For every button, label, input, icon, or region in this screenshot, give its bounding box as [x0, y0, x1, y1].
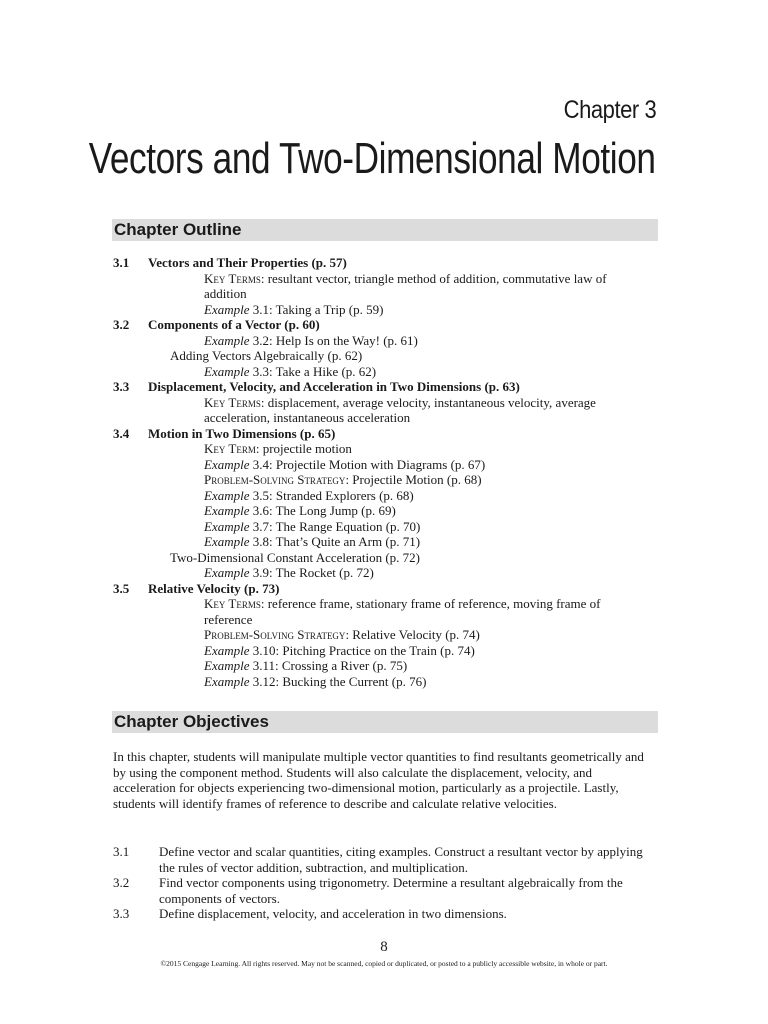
outline-example [113, 488, 673, 504]
key-terms-label: Key Terms [204, 270, 261, 286]
key-terms-label: Key Terms [204, 394, 261, 410]
outline-key-terms [113, 395, 644, 426]
example-text: 3.9: The Rocket (p. 72) [249, 565, 374, 580]
objective-text: Define vector and scalar quantities, citing examples. Construct a resultant vector by applying the rules of vector addition, subtraction, and multiplication. [159, 844, 643, 875]
outline-example [113, 503, 673, 519]
objective-number: 3.3 [113, 906, 130, 921]
example-label: Example [204, 503, 250, 518]
outline-example [113, 534, 673, 550]
outline-key-terms [113, 271, 644, 302]
key-term-label: Key Term [204, 441, 256, 456]
example-text: 3.12: Bucking the Current (p. 76) [249, 673, 427, 689]
section-title: Vectors and Their Properties (p. 57) [148, 255, 347, 270]
example-text: 3.11: Crossing a River (p. 75) [249, 658, 408, 673]
outline-subsection [113, 550, 673, 566]
page-number: 8 [380, 939, 388, 955]
example-label: Example [204, 534, 250, 549]
outline-example [113, 333, 673, 349]
example-label: Example [204, 642, 250, 658]
objective-number: 3.1 [113, 844, 130, 859]
example-label: Example [204, 658, 250, 673]
example-label: Example [204, 332, 250, 348]
outline-section [113, 379, 673, 395]
outline-example [113, 519, 673, 535]
outline-strategy [113, 627, 673, 643]
objectives-list [113, 844, 658, 922]
example-text: 3.3: Take a Hike (p. 62) [249, 363, 377, 379]
section-title: Components of a Vector (p. 60) [148, 317, 320, 332]
example-label: Example [204, 363, 250, 379]
example-text: 3.10: Pitching Practice on the Train (p. 74) [249, 642, 475, 658]
example-text: 3.7: The Range Equation (p. 70) [249, 518, 421, 534]
example-label: Example [204, 456, 250, 472]
outline-example [113, 674, 673, 690]
key-terms-label: Key Terms [204, 596, 261, 611]
example-label: Example [204, 301, 250, 317]
example-label: Example [204, 518, 250, 534]
outline-example [113, 364, 673, 380]
outline-heading: Chapter Outline [112, 219, 658, 241]
section-number: 3.2 [113, 317, 130, 332]
section-number: 3.4 [113, 425, 130, 441]
objectives-intro: In this chapter, students will manipulate multiple vector quantities to find resultants geometrically and by using the component method. Students will also calculate the displacement, velocity, and acceleration for objects experiencing two-dimensional motion, particularly as a projectile. Lastly, students will identify frames of reference to describe and calculate relative velocities. [113, 749, 644, 811]
copyright-notice: ©2015 Cengage Learning. All rights reserved. May not be scanned, copied or duplicated, or posted to a publicly accessible website, in whole or part. [160, 959, 608, 968]
chapter-outline [113, 255, 673, 689]
example-label: Example [204, 673, 250, 689]
section-number: 3.1 [113, 255, 130, 270]
example-label: Example [204, 565, 250, 580]
outline-strategy [113, 472, 673, 488]
key-terms-text: : resultant vector, triangle method of addition, commutative law of addition [204, 270, 607, 301]
example-text: 3.8: That’s Quite an Arm (p. 71) [249, 534, 421, 549]
objective-number: 3.2 [113, 875, 130, 890]
key-terms-text: : displacement, average velocity, instantaneous velocity, average acceleration, instantaneous acceleration [204, 394, 596, 425]
chapter-title: Vectors and Two-Dimensional Motion [89, 134, 656, 183]
objective-item [113, 844, 658, 875]
outline-example [113, 658, 673, 674]
example-text: 3.5: Stranded Explorers (p. 68) [249, 487, 414, 503]
section-number: 3.3 [113, 379, 130, 394]
outline-section [113, 317, 673, 333]
outline-example [113, 302, 673, 318]
subsection-title: Adding Vectors Algebraically (p. 62) [170, 348, 363, 363]
subsection-title: Two-Dimensional Constant Acceleration (p. 72) [170, 549, 421, 565]
outline-key-terms [113, 596, 644, 627]
example-text: 3.2: Help Is on the Way! (p. 61) [249, 332, 418, 348]
outline-section [113, 581, 673, 597]
strategy-label: Problem-Solving Strategy [204, 627, 346, 642]
example-text: 3.4: Projectile Motion with Diagrams (p. 67) [249, 456, 486, 472]
outline-subsection [113, 348, 673, 364]
outline-section [113, 426, 673, 442]
strategy-text: : Relative Velocity (p. 74) [345, 627, 480, 642]
key-terms-text: : reference frame, stationary frame of reference, moving frame of reference [204, 596, 601, 627]
section-title: Motion in Two Dimensions (p. 65) [148, 425, 336, 441]
example-text: 3.1: Taking a Trip (p. 59) [249, 301, 384, 317]
objective-text: Find vector components using trigonometry. Determine a resultant algebraically from the components of vectors. [159, 875, 623, 906]
objective-item [113, 875, 658, 906]
outline-example [113, 565, 673, 581]
objective-item [113, 906, 658, 922]
objective-text: Define displacement, velocity, and acceleration in two dimensions. [159, 906, 507, 921]
section-title: Relative Velocity (p. 73) [148, 580, 280, 596]
outline-section [113, 255, 673, 271]
outline-key-terms [113, 441, 673, 457]
strategy-text: : Projectile Motion (p. 68) [345, 472, 482, 487]
key-term-text: : projectile motion [255, 441, 352, 456]
example-label: Example [204, 487, 250, 503]
outline-example [113, 643, 673, 659]
section-number: 3.5 [113, 580, 130, 596]
outline-example [113, 457, 673, 473]
section-title: Displacement, Velocity, and Acceleration in Two Dimensions (p. 63) [148, 379, 520, 394]
example-text: 3.6: The Long Jump (p. 69) [249, 503, 396, 518]
objectives-heading: Chapter Objectives [112, 711, 658, 733]
strategy-label: Problem-Solving Strategy [204, 472, 346, 487]
chapter-number: Chapter 3 [563, 96, 656, 124]
